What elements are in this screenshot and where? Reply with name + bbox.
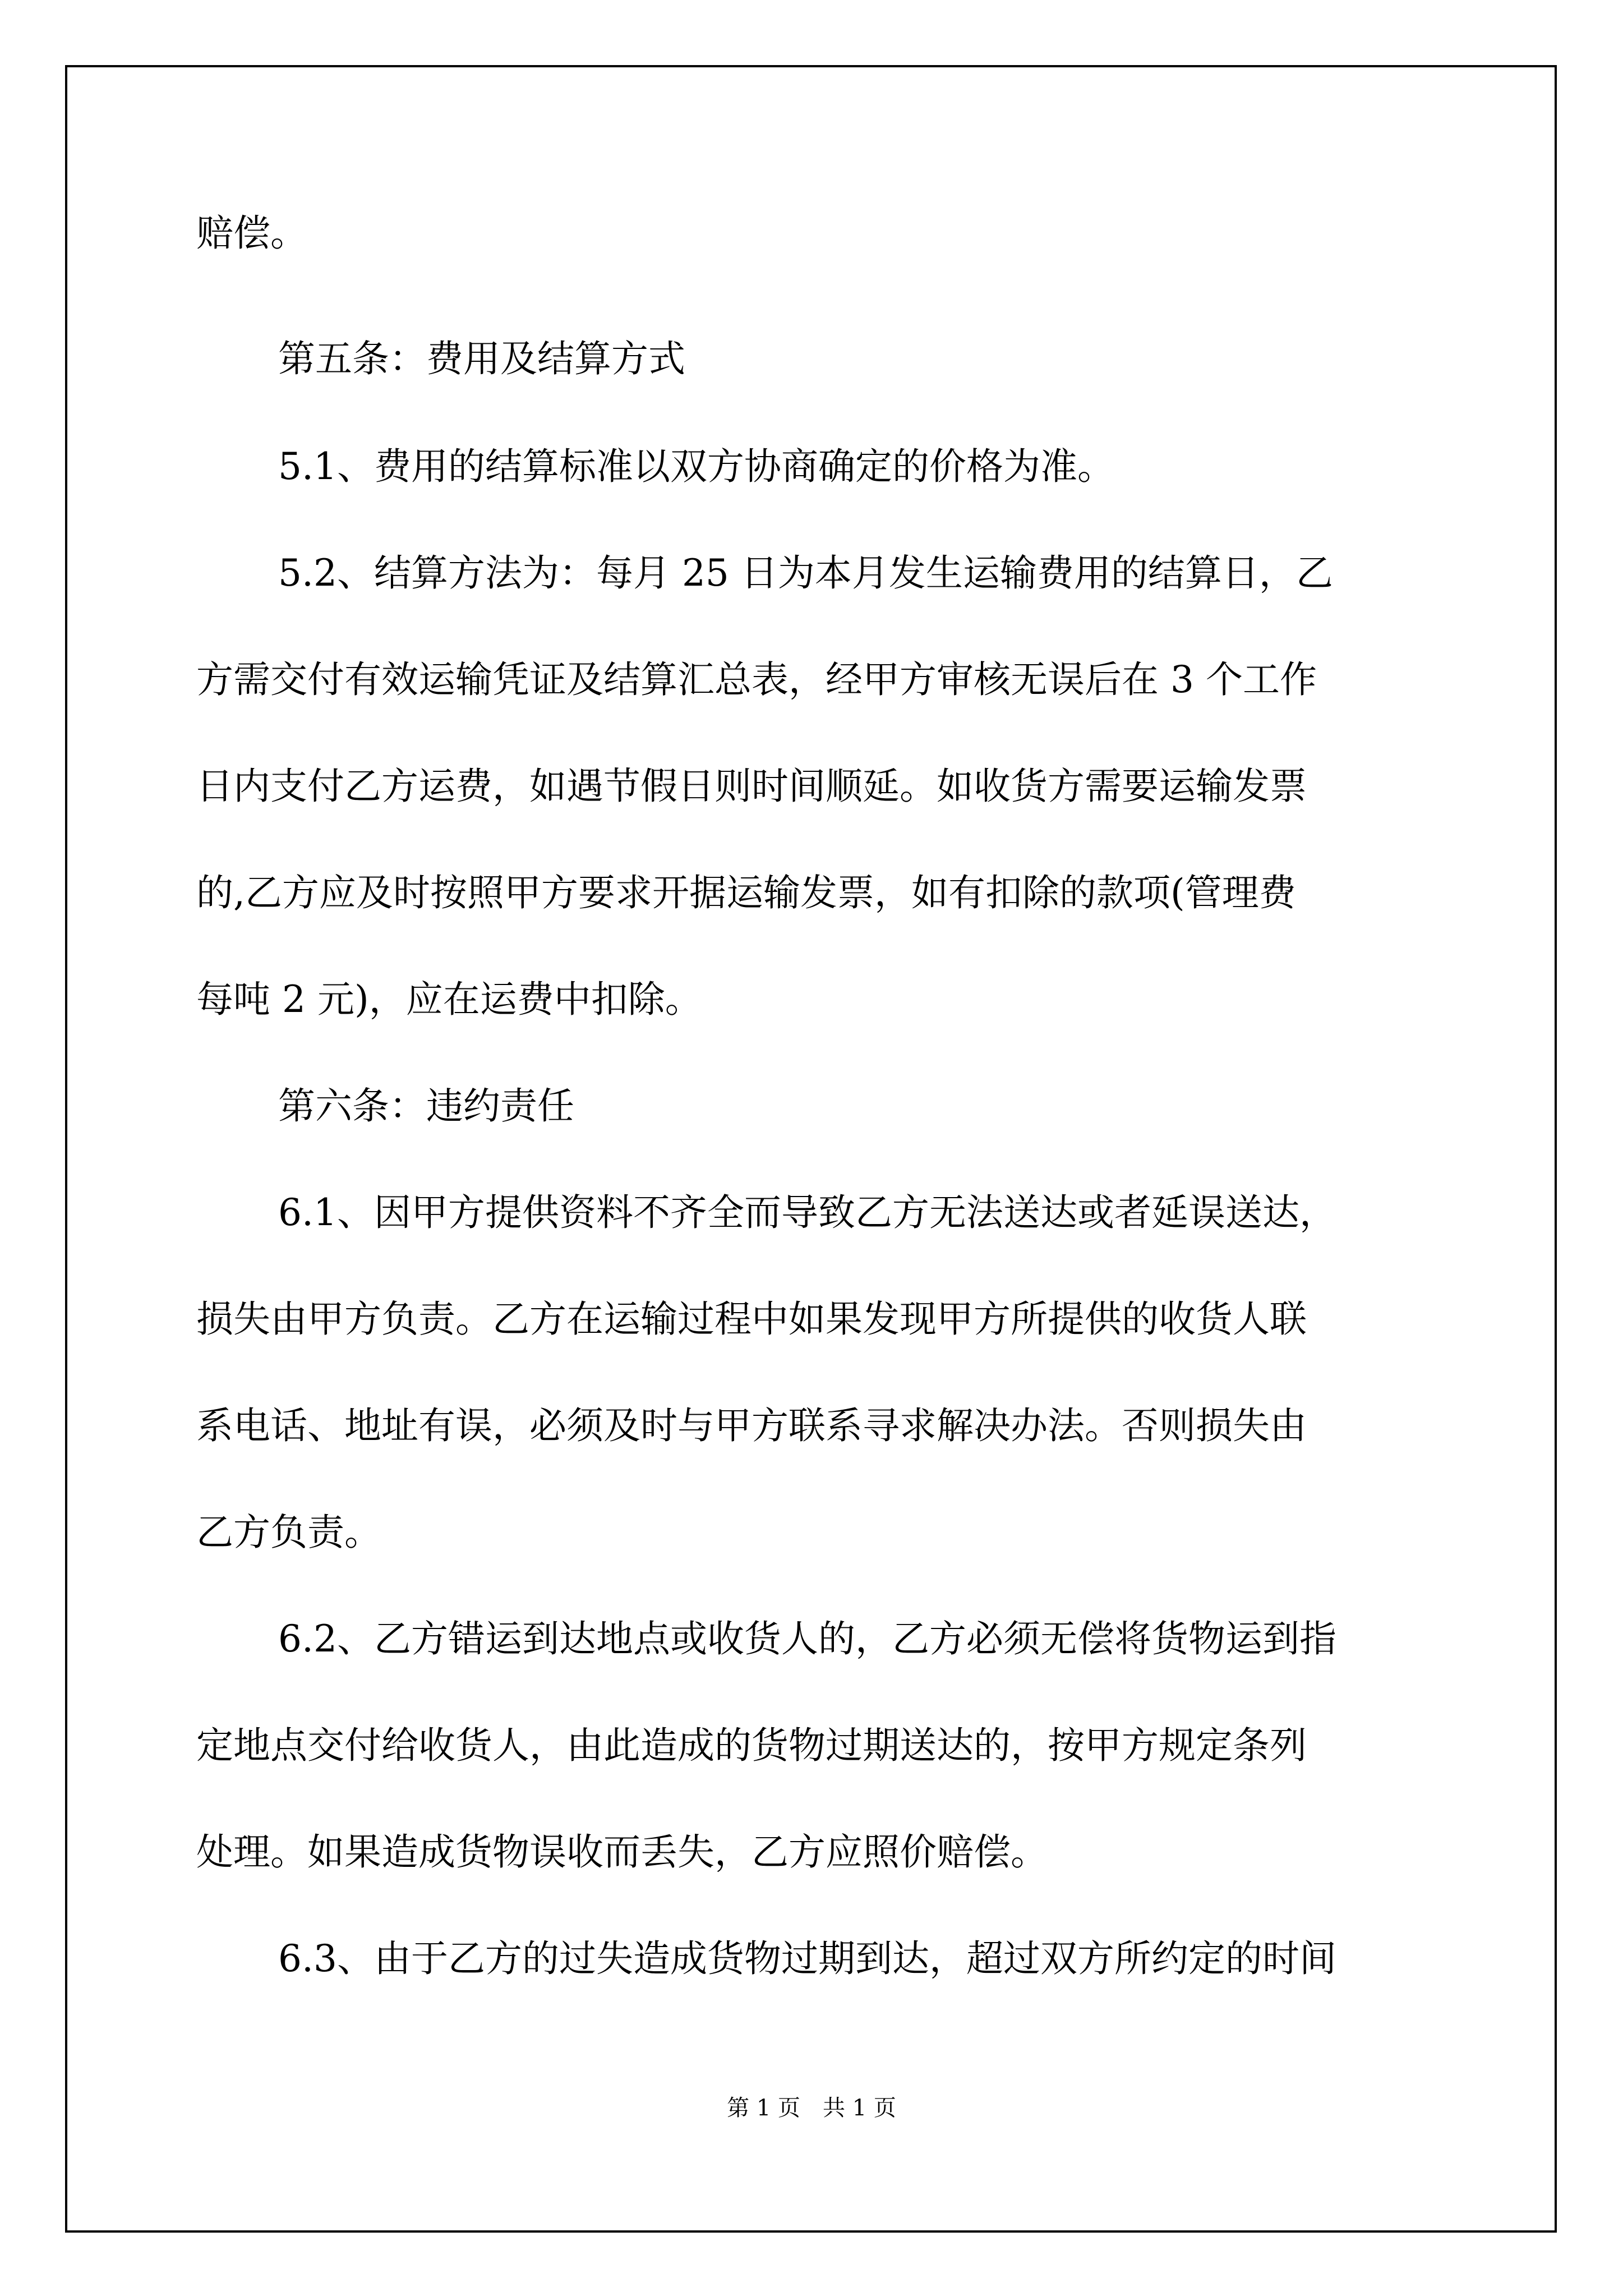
text-line: 6.2、乙方错运到达地点或收货人的，乙方必须无偿将货物运到指 [278, 1617, 1336, 1660]
page-footer: 第 1 页 共 1 页 [727, 2095, 896, 2121]
text-line: 6.1、因甲方提供资料不齐全而导致乙方无法送达或者延误送达， [278, 1191, 1336, 1234]
text-line: 日内支付乙方运费，如遇节假日则时间顺延。如收货方需要运输发票 [196, 765, 1307, 808]
text-line: 处理。如果造成货物误收而丢失，乙方应照价赔偿。 [196, 1830, 1048, 1874]
text-line: 的,乙方应及时按照甲方要求开据运输发票，如有扣除的款项(管理费 [196, 871, 1296, 914]
text-line: 5.2、结算方法为：每月 25 日为本月发生运输费用的结算日，乙 [278, 551, 1333, 595]
text-line: 6.3、由于乙方的过失造成货物过期到达，超过双方所约定的时间 [278, 1937, 1336, 1980]
section-heading: 第五条：费用及结算方式 [278, 337, 685, 380]
text-line: 5.1、费用的结算标准以双方协商确定的价格为准。 [278, 445, 1114, 488]
text-line: 方需交付有效运输凭证及结算汇总表，经甲方审核无误后在 3 个工作 [196, 658, 1317, 701]
text-line: 乙方负责。 [196, 1511, 381, 1554]
text-line: 每吨 2 元)，应在运费中扣除。 [196, 978, 702, 1021]
text-line: 损失由甲方负责。乙方在运输过程中如果发现甲方所提供的收货人联 [196, 1297, 1307, 1341]
section-heading: 第六条：违约责任 [278, 1084, 574, 1128]
page-border [65, 65, 1557, 2233]
text-line: 赔偿。 [196, 211, 307, 255]
text-line: 系电话、地址有误，必须及时与甲方联系寻求解决办法。否则损失由 [196, 1404, 1307, 1447]
text-line: 定地点交付给收货人，由此造成的货物过期送达的，按甲方规定条列 [196, 1724, 1307, 1767]
